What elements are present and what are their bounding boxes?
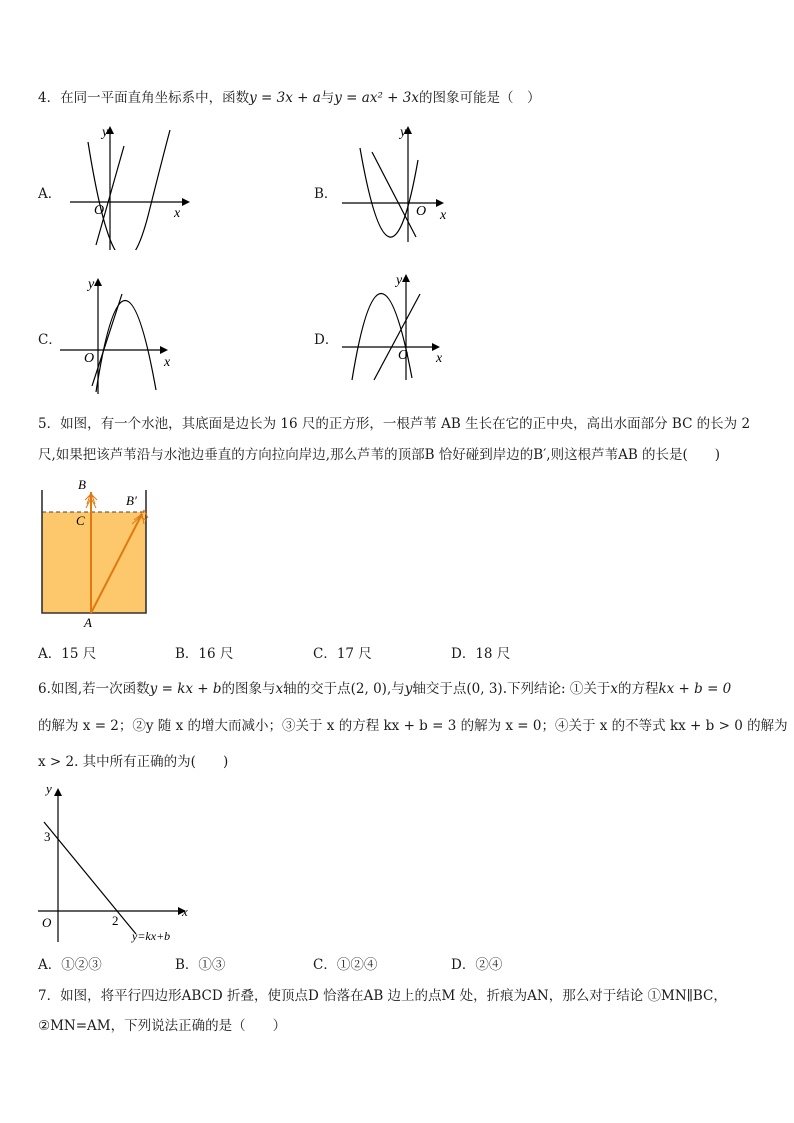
q4-func2: y = ax² + 3x xyxy=(334,90,419,106)
q4-option-a-label[interactable]: A． xyxy=(38,186,62,202)
q6-l1-b: 的图象与 xyxy=(221,681,276,697)
q6-stem-line2: 的解为 x = 2；②y 随 x 的增大而减小；③关于 x 的方程 kx + b = 3 的解为 x = 0；④关于 x 的不等式 kx + b > 0 的解为 xyxy=(38,718,788,734)
q4-text-prefix: 4．在同一平面直角坐标系中，函数 xyxy=(38,90,250,106)
q6-l1-p1: (2, 0) xyxy=(350,681,387,697)
x-arrow-icon xyxy=(182,198,190,206)
x-label: x xyxy=(164,355,171,370)
q6-line-graph xyxy=(34,780,194,950)
q4-text-mid: 与 xyxy=(320,90,335,106)
q5-option-b[interactable]: B．16 尺 xyxy=(175,646,234,662)
origin-label: O xyxy=(94,203,105,218)
q4-option-d-graph[interactable] xyxy=(338,268,468,398)
q5-option-d[interactable]: D．18 尺 xyxy=(451,646,511,662)
q5-stem-line2: 尺,如果把该芦苇沿与水池边垂直的方向拉向岸边,那么芦苇的顶部B 恰好碰到岸边的B′,则这根芦苇AB 的长是( ) xyxy=(38,447,721,463)
q6-stem-line3: x > 2. 其中所有正确的为( ) xyxy=(38,754,229,770)
parabola xyxy=(352,293,412,380)
q6-l1-f: y = kx + b xyxy=(149,681,222,697)
q5-pool-figure xyxy=(36,474,166,634)
tick-3: 3 xyxy=(44,829,51,844)
x-arrow-icon xyxy=(160,346,168,354)
tick-2: 2 xyxy=(112,913,119,928)
q6-l1-h: 的方程 xyxy=(617,681,659,697)
line xyxy=(374,294,420,380)
label-B-prime: B′ xyxy=(126,493,137,508)
origin-label: O xyxy=(398,348,409,363)
x-label: x xyxy=(436,351,443,366)
origin-label: O xyxy=(42,915,52,930)
q4-option-b-label[interactable]: B． xyxy=(314,186,338,202)
origin-label: O xyxy=(416,204,427,219)
q4-stem xyxy=(38,88,540,108)
q4-option-d-label[interactable]: D． xyxy=(314,332,339,348)
q6-l1-e: 轴交于点 xyxy=(412,681,467,697)
q6-option-c[interactable]: C．①②④ xyxy=(313,957,378,973)
q6-l1-p2: (0, 3) xyxy=(466,681,503,697)
x-label: x xyxy=(440,208,447,223)
q6-l1-y: y xyxy=(404,681,413,697)
label-C: C xyxy=(76,513,85,528)
origin-label: O xyxy=(84,351,95,366)
q4-func1: y = 3x + a xyxy=(249,90,321,106)
x-arrow-icon xyxy=(436,199,444,207)
y-label: y xyxy=(102,125,109,140)
y-label: y xyxy=(88,277,95,292)
q6-l1-g: .下列结论: ①关于 xyxy=(502,681,611,697)
q5-option-c[interactable]: C．17 尺 xyxy=(313,646,372,662)
label-A: A xyxy=(84,615,92,630)
q7-stem-line1: 7．如图，将平行四边形ABCD 折叠，使顶点D 恰落在AB 边上的点M 处，折痕为AN，那么对于结论 ①MN∥BC， xyxy=(38,988,727,1004)
x-label: x xyxy=(174,206,181,221)
q6-option-a[interactable]: A．①②③ xyxy=(38,957,102,973)
q4-option-b-graph[interactable] xyxy=(338,120,468,250)
water xyxy=(42,512,146,613)
y-arrow-icon xyxy=(402,274,410,282)
q4-text-suffix: 的图象可能是（ ） xyxy=(418,90,541,106)
y-label: y xyxy=(400,125,407,140)
q4-option-c-graph[interactable] xyxy=(56,270,186,400)
x-arrow-icon xyxy=(432,343,440,351)
line xyxy=(92,294,122,386)
q6-l1-x2: x xyxy=(610,681,618,697)
y-arrow-icon xyxy=(94,278,102,286)
x-label: x xyxy=(182,904,188,919)
y-arrow-icon xyxy=(54,788,62,796)
q6-option-d[interactable]: D．②④ xyxy=(451,957,503,973)
q6-stem-line1 xyxy=(38,679,731,699)
y-label: y xyxy=(396,273,403,288)
q6-l1-c: 轴的交于点 xyxy=(283,681,351,697)
q6-l1-x: x xyxy=(275,681,284,697)
label-B: B xyxy=(78,477,86,492)
q6-option-b[interactable]: B．①③ xyxy=(175,957,226,973)
q6-l1-a: 6.如图,若一次函数 xyxy=(38,681,150,697)
q6-l1-eq: kx + b = 0 xyxy=(658,681,732,697)
function-label: y=kx+b xyxy=(132,929,171,943)
y-label: y xyxy=(46,781,52,796)
q5-stem-line1: 5．如图，有一个水池，其底面是边长为 16 尺的正方形，一根芦苇 AB 生长在它的正中央，高出水面部分 BC 的长为 2 xyxy=(38,416,751,432)
q5-option-a[interactable]: A．15 尺 xyxy=(38,646,97,662)
q4-option-c-label[interactable]: C． xyxy=(38,332,62,348)
q4-option-a-graph[interactable] xyxy=(66,120,196,250)
q7-stem-line2: ②MN=AM，下列说法正确的是（ ） xyxy=(38,1018,287,1034)
q6-l1-d: ,与 xyxy=(386,681,405,697)
